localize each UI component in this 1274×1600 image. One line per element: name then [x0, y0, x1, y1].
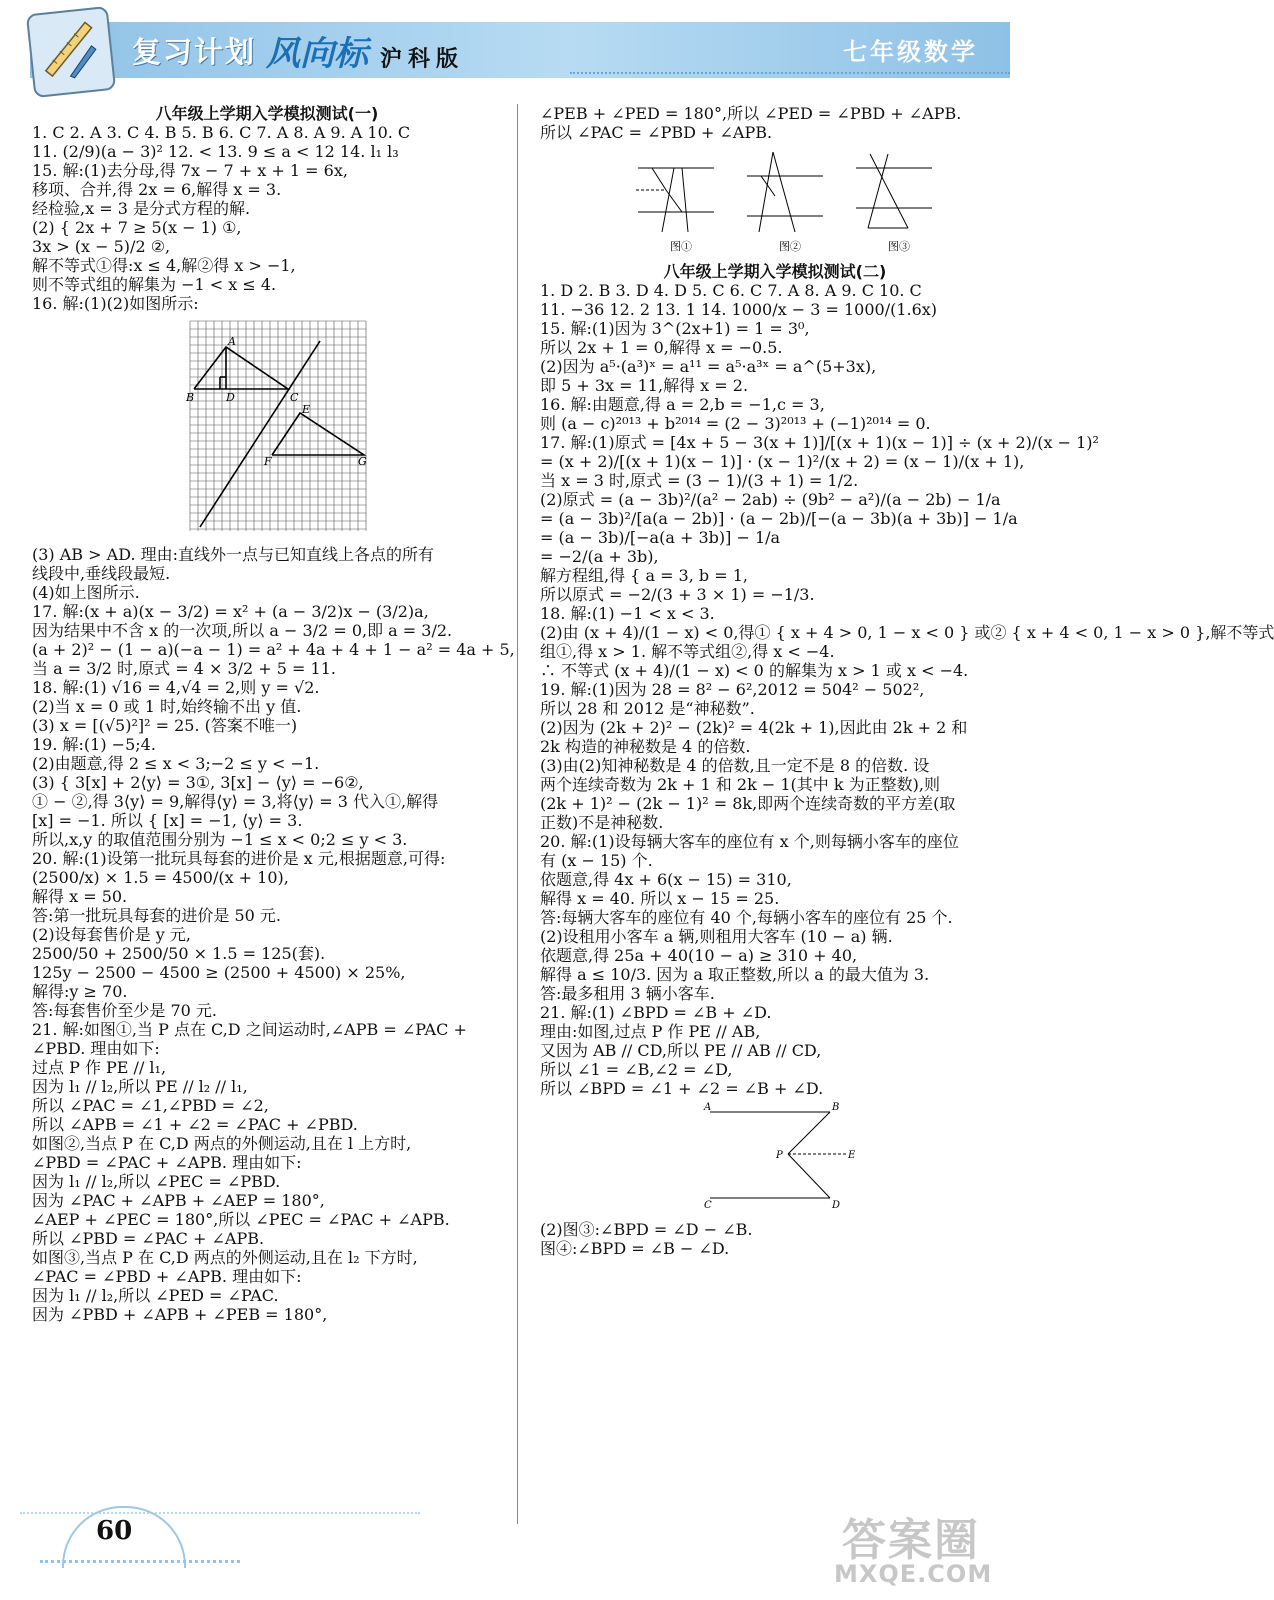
answer-line: 图④:∠BPD = ∠B − ∠D.: [540, 1239, 730, 1258]
answer-line: 正数)不是神秘数.: [540, 813, 664, 832]
answer-line: 则不等式组的解集为 −1 < x ≤ 4.: [32, 275, 277, 294]
figure-1: [630, 146, 722, 256]
answer-line: (2k + 1)² − (2k − 1)² = 8k,即两个连续奇数的平方差(取: [540, 794, 956, 813]
grid-label: A: [228, 335, 236, 348]
answer-line: 移项、合并,得 2x = 6,解得 x = 3.: [32, 180, 282, 199]
page-header: [0, 0, 1038, 92]
answer-line: 15. 解:(1)去分母,得 7x − 7 + x + 1 = 6x,: [32, 161, 348, 180]
watermark-top: 答案圈: [842, 1515, 980, 1566]
left-answer-block-a: [32, 123, 502, 313]
header-logo: [26, 6, 116, 98]
answer-line: 解不等式①得:x ≤ 4,解②得 x > −1,: [32, 256, 296, 275]
answer-line: 如图②,当点 P 在 C,D 两点的外侧运动,且在 l 上方时,: [32, 1134, 412, 1153]
grid-label: C: [290, 391, 299, 404]
answer-line: 3x > (x − 5)/2 ②,: [32, 237, 171, 256]
figure-2: [739, 146, 831, 256]
header-edition: 沪科版: [380, 47, 465, 72]
answer-line: [x] = −1. 所以 { [x] = −1, ⟨y⟩ = 3.: [32, 811, 303, 830]
answer-line: (2)原式 = (a − 3b)²/(a² − 2ab) ÷ (9b² − a²)/(a − 2b) − 1/a: [540, 490, 1001, 509]
answer-line: 则 (a − c)²⁰¹³ + b²⁰¹⁴ = (2 − 3)²⁰¹³ + (−1)²⁰¹⁴ = 0.: [540, 414, 931, 433]
ruler-pen-icon: [35, 15, 103, 83]
figures-row: [630, 146, 1010, 260]
answer-line: 两个连续奇数为 2k + 1 和 2k − 1(其中 k 为正整数),则: [540, 775, 940, 794]
answer-line: 所以 ∠APB = ∠1 + ∠2 = ∠PAC + ∠PBD.: [32, 1115, 358, 1134]
header-subject: 七年级数学: [843, 38, 978, 66]
answer-line: 20. 解:(1)设每辆大客车的座位有 x 个,则每辆小客车的座位: [540, 832, 959, 851]
answer-line: 当 x = 3 时,原式 = (3 − 1)/(3 + 1) = 1/2.: [540, 471, 859, 490]
answer-line: ∠AEP + ∠PEC = 180°,所以 ∠PEC = ∠PAC + ∠APB.: [32, 1210, 450, 1229]
answer-line: (2)因为 (2k + 2)² − (2k)² = 4(2k + 1),因此由 2k + 2 和: [540, 718, 968, 737]
watermark-bottom: MXQE.COM: [834, 1560, 993, 1588]
answer-line: 11. −36 12. 2 13. 1 14. 1000/x − 3 = 1000/(1.6x): [540, 300, 938, 319]
answer-line: 因为 l₁ // l₂,所以 ∠PEC = ∠PBD.: [32, 1172, 281, 1191]
answer-line: 19. 解:(1) −5;4.: [32, 735, 156, 754]
answer-line: 21. 解:(1) ∠BPD = ∠B + ∠D.: [540, 1003, 772, 1022]
answer-line: 又因为 AB // CD,所以 PE // AB // CD,: [540, 1041, 822, 1060]
answer-line: (2)因为 a⁵·(a³)ˣ = a¹¹ = a⁵·a³ˣ = a^(5+3x),: [540, 357, 877, 376]
grid-label: G: [358, 455, 367, 468]
answer-line: (2)设每套售价是 y 元,: [32, 925, 191, 944]
answer-line: 16. 解:(1)(2)如图所示:: [32, 294, 199, 313]
header-dotted-line: [570, 72, 1010, 74]
answer-line: 解得 x = 40. 所以 x − 15 = 25.: [540, 889, 780, 908]
answer-line: 因为 ∠PBD + ∠APB + ∠PEB = 180°,: [32, 1305, 328, 1324]
answer-line: 16. 解:由题意,得 a = 2,b = −1,c = 3,: [540, 395, 825, 414]
right-answer-block-a: [540, 104, 1010, 142]
answer-line: 组①,得 x > 1. 解不等式组②,得 x < −4.: [540, 642, 835, 661]
answer-line: 20. 解:(1)设第一批玩具每套的进价是 x 元,根据题意,可得:: [32, 849, 446, 868]
grid-label: B: [186, 391, 195, 404]
answer-line: (4)如上图所示.: [32, 583, 140, 602]
right-answer-block-c: [540, 1220, 1010, 1258]
answer-line: 线段中,垂线段最短.: [32, 564, 171, 583]
answer-line: 2500/50 + 2500/50 × 1.5 = 125(套).: [32, 944, 326, 963]
answer-line: 17. 解:(x + a)(x − 3/2) = x² + (a − 3/2)x − (3/2)a,: [32, 602, 429, 621]
answer-line: 如图③,当点 P 在 C,D 两点的外侧运动,且在 l₂ 下方时,: [32, 1248, 418, 1267]
answer-line: 依题意,得 25a + 40(10 − a) ≥ 310 + 40,: [540, 946, 858, 965]
right-column: [540, 104, 1274, 1258]
answer-line: ① − ②,得 3⟨y⟩ = 9,解得⟨y⟩ = 3,将⟨y⟩ = 3 代入①,解得: [32, 792, 439, 811]
answer-line: (2)由题意,得 2 ≤ x < 3;−2 ≤ y < −1.: [32, 754, 320, 773]
answer-line: 即 5 + 3x = 11,解得 x = 2.: [540, 376, 749, 395]
grid-label: E: [302, 403, 311, 416]
answer-line: ∠PEB + ∠PED = 180°,所以 ∠PED = ∠PBD + ∠APB.: [540, 104, 962, 123]
answer-line: 有 (x − 15) 个.: [540, 851, 653, 870]
answer-line: = (x + 2)/[(x + 1)(x − 1)] · (x − 1)²/(x + 2) = (x − 1)/(x + 1),: [540, 452, 1025, 471]
header-title: 复习计划: [132, 35, 257, 69]
answer-line: (3) { 3[x] + 2⟨y⟩ = 3①, 3[x] − ⟨y⟩ = −6②,: [32, 773, 364, 792]
q21-figure: [700, 1102, 860, 1212]
answer-line: = (a − 3b)/[−a(a + 3b)] − 1/a: [540, 528, 781, 547]
answer-line: 18. 解:(1) √16 = 4,√4 = 2,则 y = √2.: [32, 678, 320, 697]
answer-line: 所以,x,y 的取值范围分别为 −1 ≤ x < 0;2 ≤ y < 3.: [32, 830, 408, 849]
answer-line: 11. (2/9)(a − 3)² 12. < 13. 9 ≤ a < 12 14. l₁ l₃: [32, 142, 399, 161]
answer-line: 答:每辆大客车的座位有 40 个,每辆小客车的座位有 25 个.: [540, 908, 953, 927]
left-answer-block-b: [32, 545, 515, 1324]
answer-line: 解得 x = 50.: [32, 887, 128, 906]
answer-line: 因为结果中不含 x 的一次项,所以 a − 3/2 = 0,即 a = 3/2.: [32, 621, 453, 640]
section1-title: 八年级上学期入学模拟测试(一): [155, 104, 379, 123]
answer-line: ∠PBD. 理由如下:: [32, 1039, 160, 1058]
answer-line: 经检验,x = 3 是分式方程的解.: [32, 199, 251, 218]
footer-dotted-line-top: [20, 1512, 420, 1514]
svg-text:E: E: [848, 1150, 856, 1161]
svg-text:A: A: [704, 1102, 712, 1113]
answer-line: 17. 解:(1)原式 = [4x + 5 − 3(x + 1)]/[(x + 1)(x − 1)] ÷ (x + 2)/(x − 1)²: [540, 433, 1099, 452]
answer-line: 15. 解:(1)因为 3^(2x+1) = 1 = 3⁰,: [540, 319, 810, 338]
answer-line: 答:每套售价至少是 70 元.: [32, 1001, 218, 1020]
answer-line: (a + 2)² − (1 − a)(−a − 1) = a² + 4a + 4 + 1 − a² = 4a + 5,: [32, 640, 515, 659]
answer-line: (2)当 x = 0 或 1 时,始终输不出 y 值.: [32, 697, 302, 716]
answer-line: 所以原式 = −2/(3 + 3 × 1) = −1/3.: [540, 585, 815, 604]
answer-line: (2500/x) × 1.5 = 4500/(x + 10),: [32, 868, 289, 887]
answer-line: 2k 构造的神秘数是 4 的倍数.: [540, 737, 751, 756]
grid-label: F: [264, 455, 272, 468]
svg-text:B: B: [832, 1102, 840, 1113]
answer-line: 答:最多租用 3 辆小客车.: [540, 984, 715, 1003]
answer-line: 所以 ∠PAC = ∠1,∠PBD = ∠2,: [32, 1096, 269, 1115]
grid-label: D: [226, 391, 235, 404]
answer-line: 所以 ∠PAC = ∠PBD + ∠APB.: [540, 123, 773, 142]
answer-line: 所以 28 和 2012 是“神秘数”.: [540, 699, 755, 718]
answer-line: (2)设租用小客车 a 辆,则租用大客车 (10 − a) 辆.: [540, 927, 893, 946]
watermark: [832, 1504, 1022, 1594]
answer-line: 所以 ∠1 = ∠B,∠2 = ∠D,: [540, 1060, 733, 1079]
svg-text:P: P: [776, 1150, 783, 1161]
figure-2-caption: 图②: [779, 240, 802, 253]
column-divider: [517, 104, 518, 1524]
figure-3: [848, 146, 940, 256]
answer-line: 因为 ∠PAC + ∠APB + ∠AEP = 180°,: [32, 1191, 325, 1210]
svg-text:C: C: [704, 1200, 712, 1211]
figure-3-caption: 图③: [888, 240, 911, 253]
answer-line: ∴ 不等式 (x + 4)/(1 − x) < 0 的解集为 x > 1 或 x < −4.: [540, 661, 969, 680]
answer-line: 解得:y ≥ 70.: [32, 982, 128, 1001]
answer-line: 18. 解:(1) −1 < x < 3.: [540, 604, 715, 623]
answer-line: 所以 2x + 1 = 0,解得 x = −0.5.: [540, 338, 783, 357]
answer-line: (3) AB > AD. 理由:直线外一点与已知直线上各点的所有: [32, 545, 435, 564]
header-brand: 风向标: [266, 34, 368, 74]
answer-line: 解方程组,得 { a = 3, b = 1,: [540, 566, 748, 585]
answer-line: 依题意,得 4x + 6(x − 15) = 310,: [540, 870, 792, 889]
left-column: [32, 104, 515, 1324]
answer-line: 21. 解:如图①,当 P 点在 C,D 之间运动时,∠APB = ∠PAC +: [32, 1020, 467, 1039]
grid-figure: [180, 317, 370, 537]
answer-line: 因为 l₁ // l₂,所以 PE // l₂ // l₁,: [32, 1077, 248, 1096]
answer-line: 当 a = 3/2 时,原式 = 4 × 3/2 + 5 = 11.: [32, 659, 336, 678]
footer-dotted-line: [40, 1560, 240, 1563]
answer-line: 解得 a ≤ 10/3. 因为 a 取正整数,所以 a 的最大值为 3.: [540, 965, 930, 984]
answer-line: (2) { 2x + 7 ≥ 5(x − 1) ①,: [32, 218, 242, 237]
answer-line: 所以 ∠BPD = ∠1 + ∠2 = ∠B + ∠D.: [540, 1079, 824, 1098]
answer-line: (2)图③:∠BPD = ∠D − ∠B.: [540, 1220, 753, 1239]
grid-lines: [190, 321, 366, 531]
answer-line: (2)由 (x + 4)/(1 − x) < 0,得① { x + 4 > 0, 1 − x < 0 } 或② { x + 4 < 0, 1 − x > 0 },解不等式: [540, 623, 1274, 642]
answer-line: ∠PBD = ∠PAC + ∠APB. 理由如下:: [32, 1153, 302, 1172]
answer-line: ∠PAC = ∠PBD + ∠APB. 理由如下:: [32, 1267, 302, 1286]
right-answer-block-b: [540, 281, 1274, 1098]
figure-1-caption: 图①: [670, 240, 692, 253]
answer-line: (3)由(2)知神秘数是 4 的倍数,且一定不是 8 的倍数. 设: [540, 756, 930, 775]
answer-line: 1. C 2. A 3. C 4. B 5. B 6. C 7. A 8. A 9. A 10. C: [32, 123, 411, 142]
answer-line: (3) x = [(√5)²]² = 25. (答案不唯一): [32, 716, 298, 735]
answer-line: 所以 ∠PBD = ∠PAC + ∠APB.: [32, 1229, 265, 1248]
answer-line: 因为 l₁ // l₂,所以 ∠PED = ∠PAC.: [32, 1286, 279, 1305]
section2-title: 八年级上学期入学模拟测试(二): [663, 262, 887, 281]
answer-line: 答:第一批玩具每套的进价是 50 元.: [32, 906, 282, 925]
answer-line: = (a − 3b)²/[a(a − 2b)] · (a − 2b)/[−(a − 3b)(a + 3b)] − 1/a: [540, 509, 1018, 528]
answer-line: 过点 P 作 PE // l₁,: [32, 1058, 167, 1077]
page-number: 60: [96, 1516, 133, 1546]
answer-line: = −2/(a + 3b),: [540, 547, 659, 566]
answer-line: 125y − 2500 − 4500 ≥ (2500 + 4500) × 25%,: [32, 963, 406, 982]
page-footer: [0, 1500, 1038, 1600]
answer-line: 理由:如图,过点 P 作 PE // AB,: [540, 1022, 761, 1041]
answer-line: 19. 解:(1)因为 28 = 8² − 6²,2012 = 504² − 502²,: [540, 680, 925, 699]
svg-text:D: D: [832, 1200, 841, 1211]
answer-line: 1. D 2. B 3. D 4. D 5. C 6. C 7. A 8. A 9. C 10. C: [540, 281, 922, 300]
